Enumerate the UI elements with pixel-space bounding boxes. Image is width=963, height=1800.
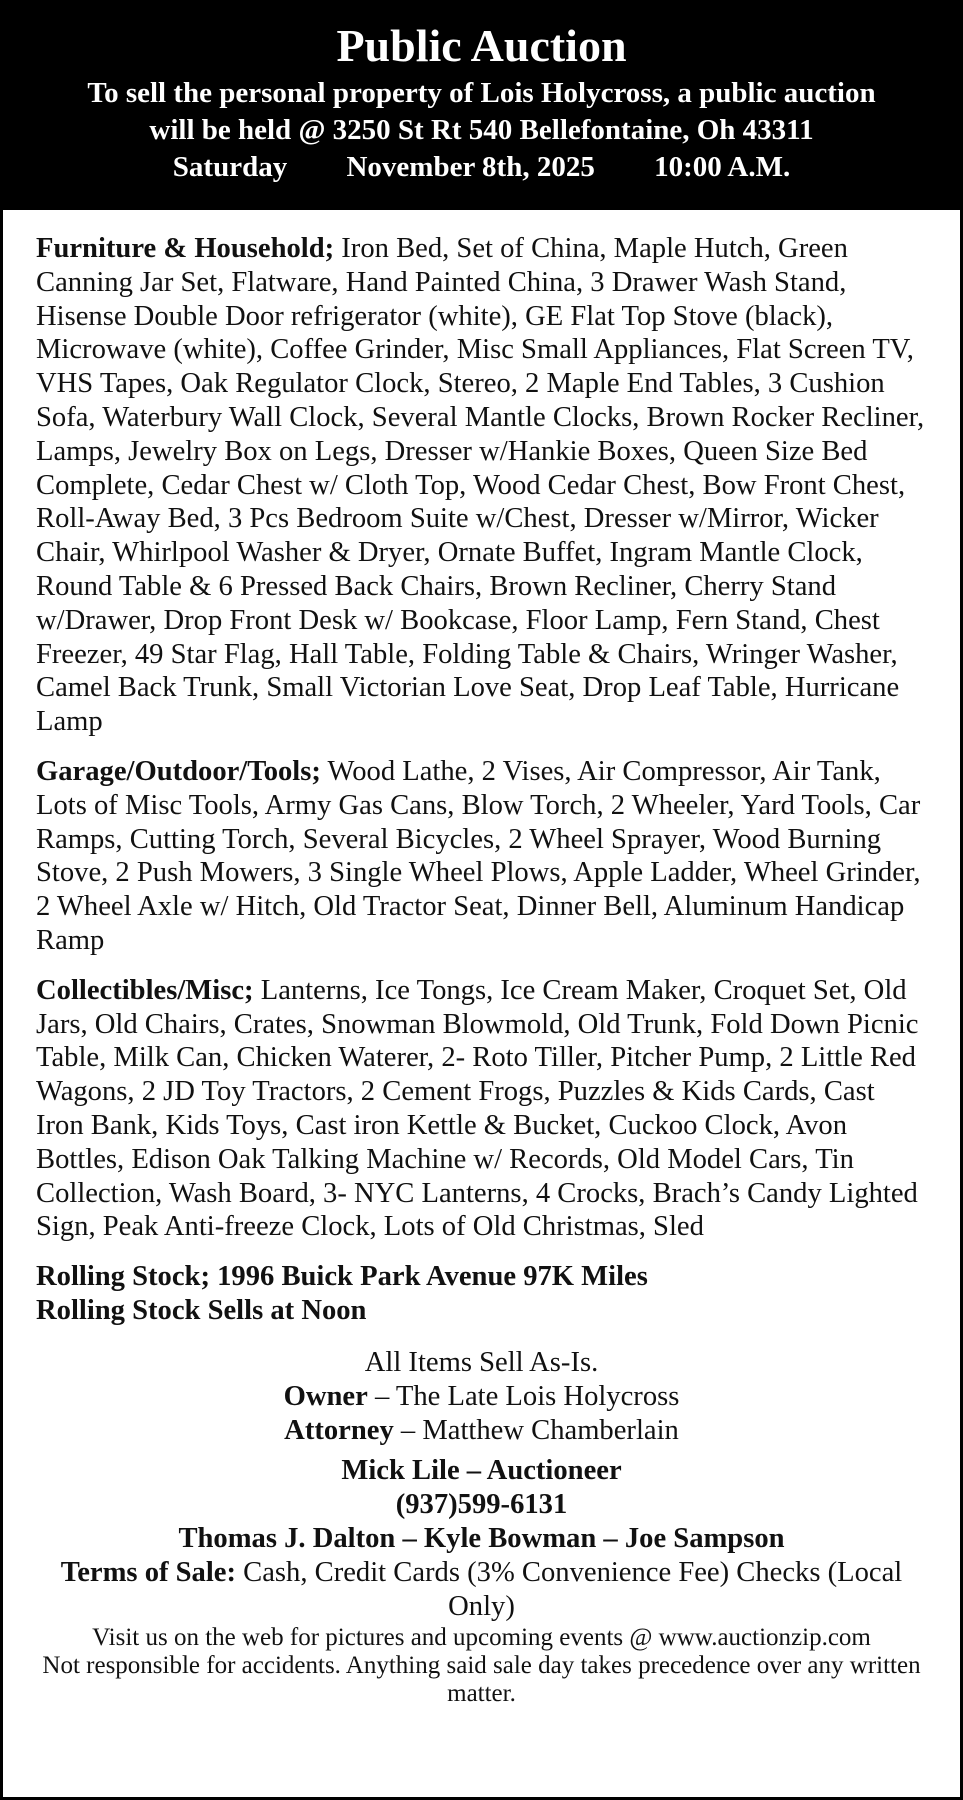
- section-furniture-household: [36, 232, 927, 739]
- section-items: Lanterns, Ice Tongs, Ice Cream Maker, Croquet Set, Old Jars, Old Chairs, Crates, Snowman Blowmold, Old Trunk, Fold Down Picnic Table, Milk Can, Chicken Waterer, 2- Roto Tiller, Pitcher Pump, 2 Little Red Wagons, 2 JD Toy Tractors, 2 Cement Frogs, Puzzles & Kids Cards, Cast Iron Bank, Kids Toys, Cast iron Kettle & Bucket, Cuckoo Clock, Avon Bottles, Edison Oak Talking Machine w/ Records, Old Model Cars, Tin Collection, Wash Board, 3- NYC Lanterns, 4 Crocks, Brach’s Candy Lighted Sign, Peak Anti-freeze Clock, Lots of Old Christmas, Sled: [36, 974, 919, 1243]
- website-note: Visit us on the web for pictures and upcoming events @ www.auctionzip.com: [92, 1624, 871, 1652]
- auctioneer-line: Mick Lile – Auctioneer: [341, 1455, 622, 1487]
- section-garage-outdoor-tools: [36, 755, 927, 958]
- attorney-line: [36, 1414, 927, 1448]
- section-items: Iron Bed, Set of China, Maple Hutch, Green Canning Jar Set, Flatware, Hand Painted China, 3 Drawer Wash Stand, Hisense Double Door refrigerator (white), GE Flat Top Stove (black), Microwave (white), Coffee Grinder, Misc Small Appliances, Flat Screen TV, VHS Tapes, Oak Regulator Clock, Stereo, 2 Maple End Tables, 3 Cushion Sofa, Waterbury Wall Clock, Several Mantle Clocks, Brown Rocker Recliner, Lamps, Jewelry Box on Legs, Dresser w/Hankie Boxes, Queen Size Bed Complete, Cedar Chest w/ Cloth Top, Wood Cedar Chest, Bow Front Chest, Roll-Away Bed, 3 Pcs Bedroom Suite w/Chest, Dresser w/Mirror, Wicker Chair, Whirlpool Washer & Dryer, Ornate Buffet, Ingram Mantle Clock, Round Table & 6 Pressed Back Chairs, Brown Recliner, Cherry Stand w/Drawer, Drop Front Desk w/ Bookcase, Floor Lamp, Fern Stand, Chest Freezer, 49 Star Flag, Hall Table, Folding Table & Chairs, Wringer Washer, Camel Back Trunk, Small Victorian Love Seat, Drop Leaf Table, Hurricane Lamp: [36, 233, 925, 738]
- disclaimer: Not responsible for accidents. Anything said sale day takes precedence over any written matter.: [42, 1652, 921, 1708]
- intro-line-2: will be held @ 3250 St Rt 540 Bellefontaine, Oh 43311: [149, 114, 814, 146]
- terms-label: Terms of Sale:: [60, 1557, 237, 1589]
- section-heading: Furniture & Household;: [36, 233, 335, 264]
- staff-line: Thomas J. Dalton – Kyle Bowman – Joe Sampson: [178, 1523, 785, 1555]
- owner-value: – The Late Lois Holycross: [367, 1381, 680, 1413]
- owner-label: Owner: [283, 1381, 368, 1413]
- footer: [36, 1624, 927, 1708]
- attorney-label: Attorney: [284, 1415, 394, 1447]
- rolling-stock: [36, 1260, 927, 1328]
- date-line: [3, 149, 960, 186]
- header-banner: [3, 3, 960, 210]
- auction-date: November 8th, 2025: [346, 151, 595, 183]
- auctioneer-phone: (937)599-6131: [395, 1489, 568, 1521]
- section-items: Wood Lathe, 2 Vises, Air Compressor, Air Tank, Lots of Misc Tools, Army Gas Cans, Blow Torch, 2 Wheeler, Yard Tools, Car Ramps, Cutting Torch, Several Bicycles, 2 Wheel Sprayer, Wood Burning Stove, 2 Push Mowers, 3 Single Wheel Plows, Apple Ladder, Wheel Grinder, 2 Wheel Axle w/ Hitch, Old Tractor Seat, Dinner Bell, Aluminum Handicap Ramp: [36, 755, 921, 956]
- auction-time: 10:00 A.M.: [654, 151, 791, 183]
- rolling-stock-line-2: Rolling Stock Sells at Noon: [36, 1295, 367, 1327]
- section-heading: Garage/Outdoor/Tools;: [36, 755, 321, 787]
- terms-value: Cash, Credit Cards (3% Convenience Fee) Checks (Local Only): [236, 1557, 903, 1623]
- ad-title: Public Auction: [336, 20, 627, 71]
- ad-body: [3, 210, 960, 1708]
- as-is-note: All Items Sell As-Is.: [364, 1347, 599, 1379]
- section-collectibles-misc: [36, 974, 927, 1244]
- owner-line: [36, 1380, 927, 1414]
- intro-line-1: To sell the personal property of Lois Holycross, a public auction: [87, 77, 876, 109]
- auction-day: Saturday: [172, 151, 288, 183]
- sale-info: [36, 1346, 927, 1624]
- terms-line: [36, 1556, 927, 1624]
- rolling-stock-line-1: Rolling Stock; 1996 Buick Park Avenue 97K Miles: [36, 1261, 648, 1293]
- section-heading: Collectibles/Misc;: [36, 974, 254, 1006]
- attorney-value: – Matthew Chamberlain: [393, 1415, 679, 1447]
